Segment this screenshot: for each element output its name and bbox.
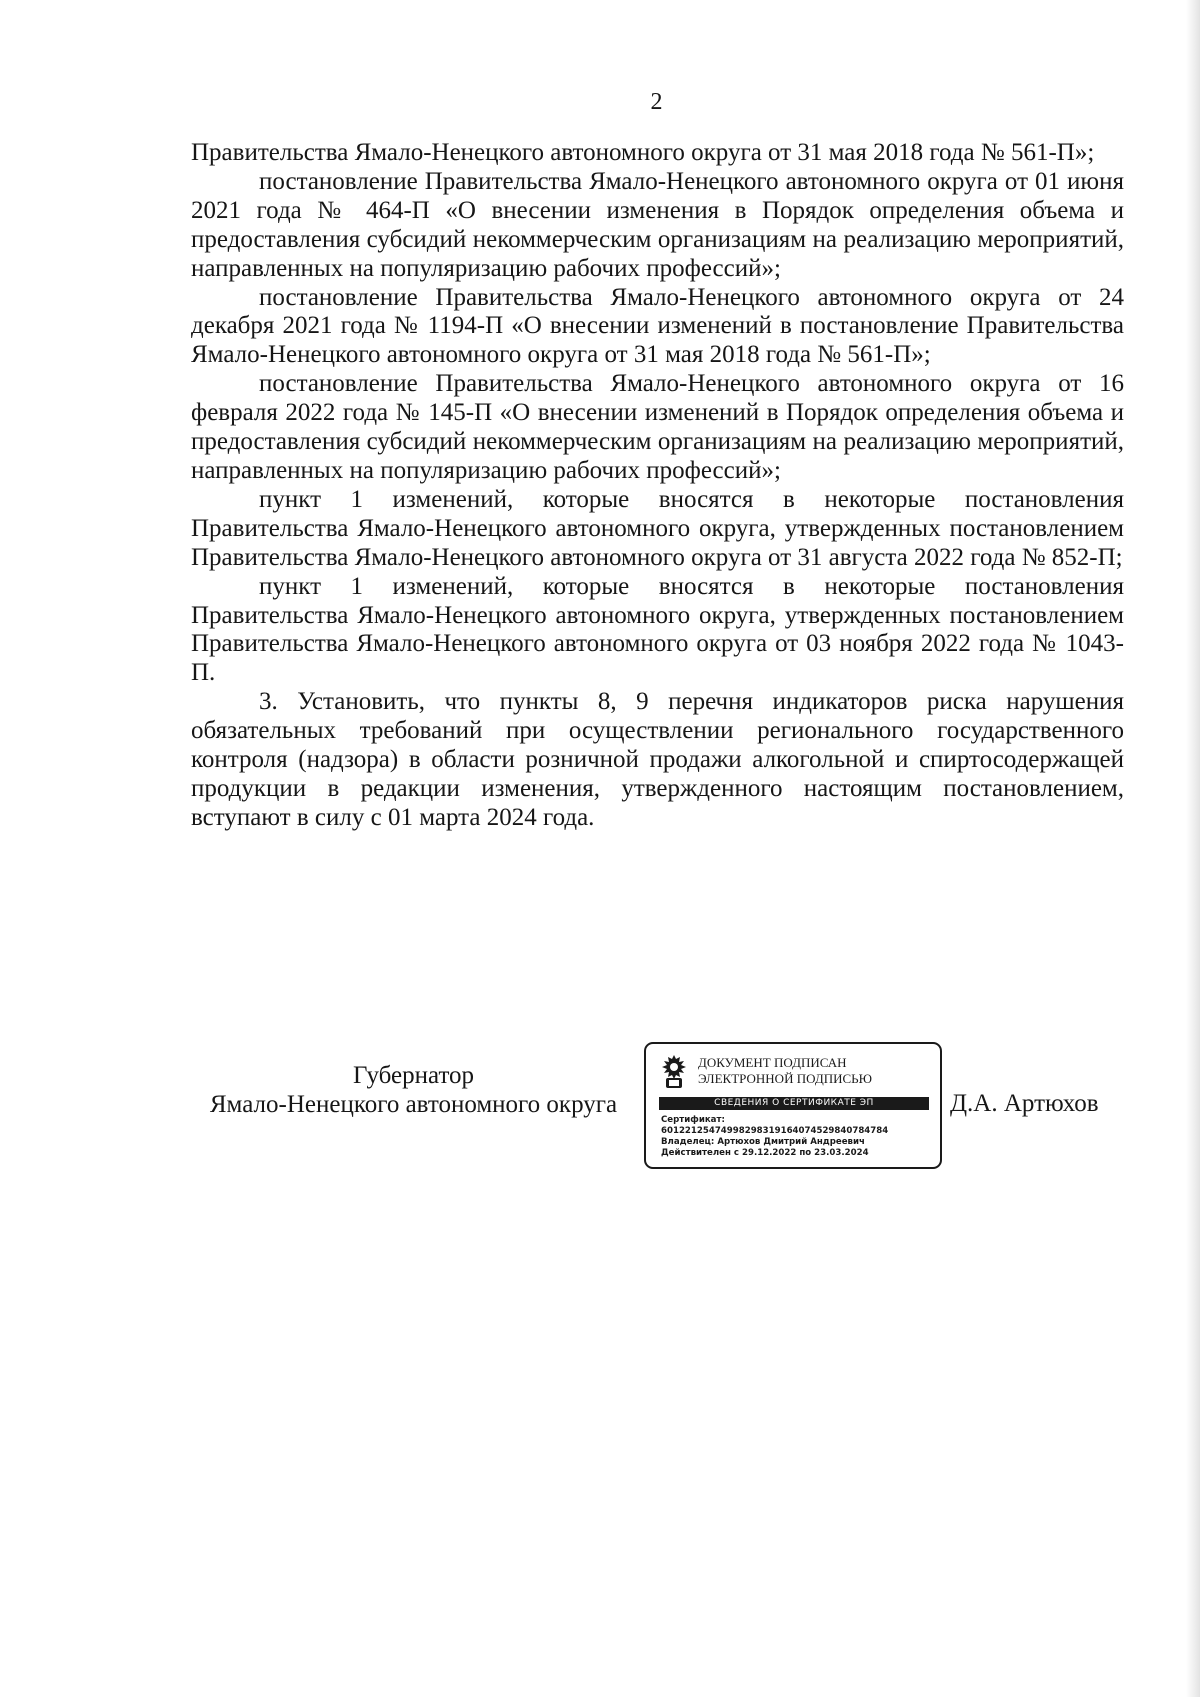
paragraph-2: постановление Правительства Ямало-Ненецкого автономного округа от 24 декабря 2021 года № 1194-П «О внесении изменений в постановление Правительства Ямало-Ненецкого автономного округа от 31 мая 2018 года № 561-П»; bbox=[191, 283, 1124, 369]
paragraph-5: пункт 1 изменений, которые вносятся в некоторые постановления Правительства Ямало-Ненецкого автономного округа, утвержденных постановлением Правительства Ямало-Ненецкого автономного округа от 03 ноября 2022 года № 1043-П. bbox=[191, 572, 1124, 687]
stamp-details bbox=[661, 1115, 931, 1159]
paragraph-4: пункт 1 изменений, которые вносятся в некоторые постановления Правительства Ямало-Ненецкого автономного округа, утвержденных постановлением Правительства Ямало-Ненецкого автономного округа от 31 августа 2022 года № 852-П; bbox=[191, 485, 1124, 571]
stamp-title-line1: ДОКУМЕНТ ПОДПИСАН bbox=[698, 1055, 847, 1070]
page-edge-shadow bbox=[1186, 0, 1200, 1697]
signatory-position-line1: Губернатор bbox=[352, 1062, 475, 1089]
paragraph-3: постановление Правительства Ямало-Ненецкого автономного округа от 16 февраля 2022 года № 145-П «О внесении изменений в Порядок определения объема и предоставления субсидий некоммерческим организациям на реализацию мероприятий, направленных на популяризацию рабочих профессий»; bbox=[191, 370, 1124, 484]
stamp-certificate-number: 60122125474998298319164074529840784784 bbox=[661, 1126, 889, 1136]
signatory-position bbox=[191, 1062, 636, 1120]
signer-name: Д.А. Артюхов bbox=[950, 1090, 1099, 1117]
electronic-signature-stamp bbox=[644, 1042, 942, 1169]
page-number: 2 bbox=[650, 89, 663, 115]
stamp-validity: Действителен с 29.12.2022 по 23.03.2024 bbox=[661, 1148, 869, 1158]
stamp-certificate-bar: СВЕДЕНИЯ О СЕРТИФИКАТЕ ЭП bbox=[659, 1097, 929, 1110]
coat-of-arms-icon bbox=[660, 1054, 688, 1090]
stamp-title bbox=[698, 1055, 936, 1087]
signature-block bbox=[0, 1040, 1200, 1180]
paragraph-1: постановление Правительства Ямало-Ненецкого автономного округа от 01 июня 2021 года № 464-П «О внесении изменения в Порядок определения объема и предоставления субсидий некоммерческим организациям на реализацию мероприятий, направленных на популяризацию рабочих профессий»; bbox=[191, 167, 1124, 282]
stamp-certificate-label: Сертификат: bbox=[661, 1115, 725, 1125]
signatory-position-line2: Ямало-Ненецкого автономного округа bbox=[209, 1090, 618, 1118]
paragraph-6: 3. Установить, что пункты 8, 9 перечня индикаторов риска нарушения обязательных требований при осуществлении регионального государственного контроля (надзора) в области розничной продажи алкогольной и спиртосодержащей продукции в редакции изменения, утвержденного настоящим постановлением, вступают в силу с 01 марта 2024 года. bbox=[191, 688, 1124, 831]
document-body bbox=[191, 139, 1124, 833]
paragraph-0: Правительства Ямало-Ненецкого автономного округа от 31 мая 2018 года № 561-П»; bbox=[191, 139, 1095, 166]
stamp-owner: Владелец: Артюхов Дмитрий Андреевич bbox=[661, 1137, 865, 1147]
stamp-title-line2: ЭЛЕКТРОННОЙ ПОДПИСЬЮ bbox=[698, 1071, 872, 1086]
